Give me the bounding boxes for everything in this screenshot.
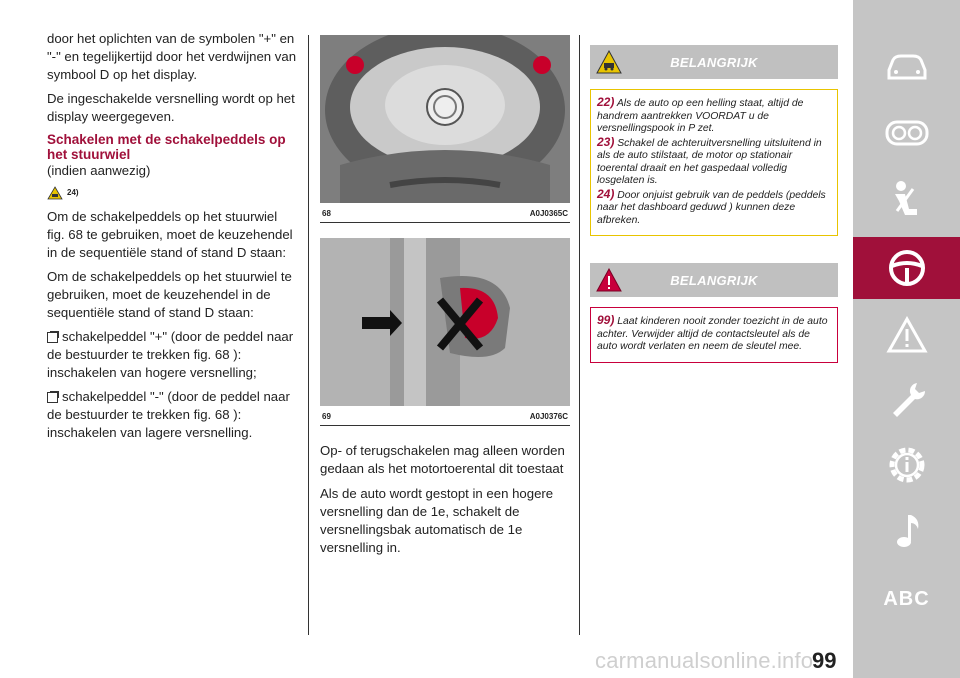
info-gear-icon xyxy=(886,444,928,486)
chapter-sidebar xyxy=(853,0,960,678)
notice-title: BELANGRIJK xyxy=(670,54,758,70)
paragraph: door het oplichten van de symbolen "+" en "-" en tegelijkertijd door het verdwijnen van symbool D op het display. xyxy=(47,31,297,82)
wrench-icon xyxy=(887,379,927,419)
figure-number: 69 xyxy=(322,412,331,421)
notice-text: Door onjuist gebruik van de peddels (peddels naar het dashboard geduwd ) kunnen deze afbreken. xyxy=(597,189,826,226)
notice-number: 24) xyxy=(597,186,615,201)
section-heading-note: (indien aanwezig) xyxy=(47,163,151,178)
figure-number: 68 xyxy=(322,209,331,218)
sidebar-item-multimedia[interactable] xyxy=(853,500,960,562)
sidebar-item-driving[interactable] xyxy=(853,237,960,299)
paragraph: Om de schakelpeddels op het stuurwiel fig. 68 te gebruiken, moet de keuzehendel in de sequentiële stand of stand D staan: xyxy=(47,209,293,260)
column-divider xyxy=(308,35,309,635)
figure-code: A0J0365C xyxy=(529,209,568,218)
notice-item xyxy=(597,136,831,188)
list-item xyxy=(47,388,297,442)
notice-text: Als de auto op een helling staat, altijd de handrem aantrekken VOORDAT u de versnellingspook in P zet. xyxy=(597,98,804,134)
figure-69 xyxy=(320,238,570,426)
figure-code: A0J0376C xyxy=(529,412,568,421)
sidebar-item-technical-data[interactable] xyxy=(853,434,960,496)
sidebar-item-index[interactable] xyxy=(853,568,960,630)
sidebar-item-vehicle[interactable] xyxy=(853,36,960,98)
car-icon xyxy=(885,52,929,82)
sidebar-item-dashboard[interactable] xyxy=(853,102,960,164)
figure-68 xyxy=(320,35,570,223)
abc-label: ABC xyxy=(883,587,930,610)
section-heading: Schakelen met de schakelpeddels op het stuurwiel xyxy=(47,132,286,162)
sidebar-item-emergency[interactable] xyxy=(853,304,960,366)
important-notice-2 xyxy=(590,263,838,363)
notice-body xyxy=(590,89,838,236)
list-item xyxy=(47,328,297,382)
notice-number: 22) xyxy=(597,95,615,109)
list-item-text: schakelpeddel "+" (door de peddel naar de bestuurder te trekken fig. 68 ): inschakelen van hogere versnelling; xyxy=(47,329,294,380)
notice-item xyxy=(597,96,831,136)
warning-car-icon xyxy=(596,50,622,74)
watermark: carmanualsonline.info xyxy=(595,648,814,673)
steering-wheel-illustration xyxy=(320,35,570,203)
paragraph: Om de schakelpeddels op het stuurwiel te gebruiken, moet de keuzehendel in de sequentiële stand of stand D staan: xyxy=(47,269,292,320)
notice-item xyxy=(597,314,831,354)
paddle-illustration xyxy=(320,238,570,406)
column-divider xyxy=(579,35,580,635)
warning-ref-number: 24) xyxy=(67,188,79,197)
notice-text: Laat kinderen nooit zonder toezicht in de auto achter. Verwijder altijd de contactsleutel als de auto wordt verlaten en neem de sleutel mee. xyxy=(597,316,828,352)
paragraph: Als de auto wordt gestopt in een hogere versnelling dan de 1e, schakelt de versnellingsbak automatisch de 1e versnelling in. xyxy=(320,486,554,555)
warning-triangle-red-icon xyxy=(596,268,622,292)
steering-wheel-photo xyxy=(320,35,570,203)
page-number: 99 xyxy=(812,648,837,673)
sidebar-item-safety[interactable] xyxy=(853,168,960,230)
notice-number: 23) xyxy=(597,134,615,149)
checkbox-bullet-icon xyxy=(47,332,58,343)
music-note-icon xyxy=(892,511,922,551)
notice-item xyxy=(597,188,831,228)
steering-wheel-icon xyxy=(887,248,927,288)
sidebar-item-maintenance[interactable] xyxy=(853,368,960,430)
middle-column-text xyxy=(320,442,572,564)
notice-text: Schakel de achteruitversnelling uitsluitend in als de auto stilstaat, de motor op stationair toerental draait en het gaspedaal volledig losgelaten is. xyxy=(597,137,822,186)
seat-belt-icon xyxy=(887,179,927,219)
warning-triangle-icon xyxy=(886,316,928,354)
warning-reference xyxy=(47,184,297,202)
notice-body xyxy=(590,307,838,363)
figure-caption xyxy=(320,406,570,425)
notice-title: BELANGRIJK xyxy=(670,272,758,288)
checkbox-bullet-icon xyxy=(47,392,58,403)
notice-number: 99) xyxy=(597,313,615,327)
paragraph: De ingeschakelde versnelling wordt op het display weergegeven. xyxy=(47,91,295,124)
dashboard-icon xyxy=(885,120,929,146)
left-column xyxy=(47,30,297,448)
warning-car-icon xyxy=(47,186,63,200)
notice-header xyxy=(590,45,838,79)
important-notice-1 xyxy=(590,45,838,236)
paragraph: Op- of terugschakelen mag alleen worden gedaan als het motortoerental dit toestaat xyxy=(320,443,565,476)
notice-header xyxy=(590,263,838,297)
figure-caption xyxy=(320,203,570,222)
list-item-text: schakelpeddel "-" (door de peddel naar de bestuurder te trekken fig. 68 ): inschakelen van lagere versnelling. xyxy=(47,389,290,440)
paddle-photo xyxy=(320,238,570,406)
